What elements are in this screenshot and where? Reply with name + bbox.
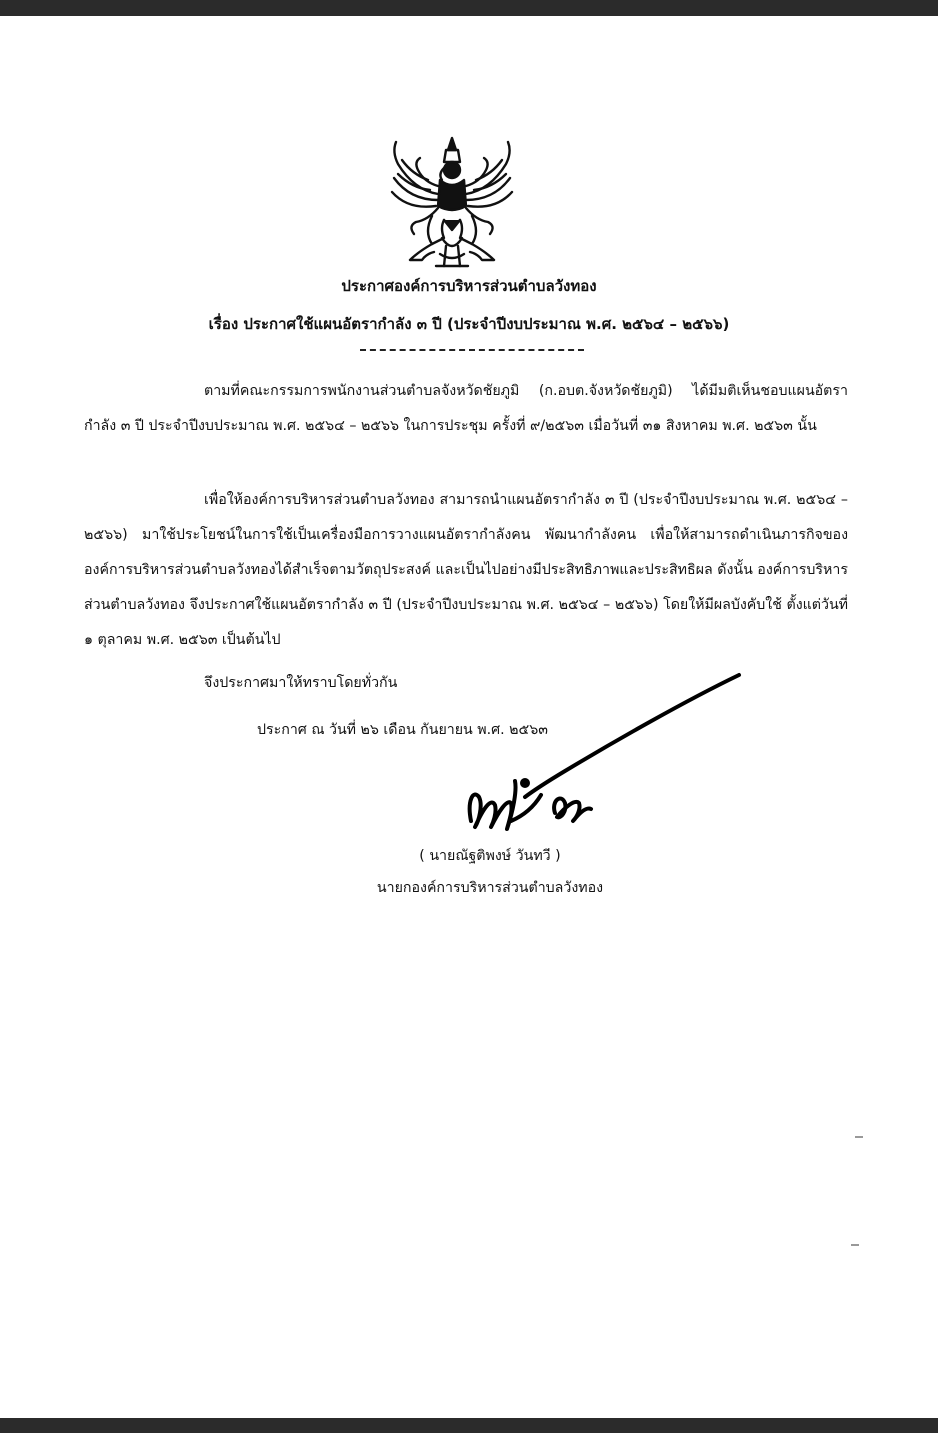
document-page <box>0 16 938 1418</box>
signatory-title: นายกองค์การบริหารส่วนตำบลวังทอง <box>376 880 604 896</box>
handwritten-signature <box>455 671 755 851</box>
body-paragraph-1: ตามที่คณะกรรมการพนักงานส่วนตำบลจังหวัดชัยภูมิ (ก.อบต.จังหวัดชัยภูมิ) ได้มีมติเห็นชอบแผนอัตรากำลัง ๓ ปี ประจำปีงบประมาณ พ.ศ. ๒๕๖๔ – ๒๕๖๖ ในการประชุม ครั้งที่ ๙/๒๕๖๓ เมื่อวันที่ ๓๑ สิงหาคม พ.ศ. ๒๕๖๓ นั้น <box>84 383 848 434</box>
closing-statement: จึงประกาศมาให้ทราบโดยทั่วกัน <box>204 675 398 691</box>
divider-line <box>360 349 584 351</box>
announcement-title: ประกาศองค์การบริหารส่วนตำบลวังทอง <box>341 277 597 295</box>
announcement-date: ประกาศ ณ วันที่ ๒๖ เดือน กันยายน พ.ศ. ๒๕๖๓ <box>257 722 548 738</box>
announcement-subject: เรื่อง ประกาศใช้แผนอัตรากำลัง ๓ ปี (ประจำปีงบประมาณ พ.ศ. ๒๕๖๔ – ๒๕๖๖) <box>208 315 730 333</box>
garuda-emblem-icon <box>388 134 516 272</box>
scan-speck <box>851 1244 859 1246</box>
scan-speck <box>855 1136 863 1138</box>
body-paragraph-2: เพื่อให้องค์การบริหารส่วนตำบลวังทอง สามารถนำแผนอัตรากำลัง ๓ ปี (ประจำปีงบประมาณ พ.ศ. ๒๕๖๔ – ๒๕๖๖) มาใช้ประโยชน์ในการใช้เป็นเครื่องมือการวางแผนอัตรากำลังคน พัฒนากำลังคน เพื่อให้สามารถดำเนินภารกิจขององค์การบริหารส่วนตำบลวังทองได้สำเร็จตามวัตถุประสงค์ และเป็นไปอย่างมีประสิทธิภาพและประสิทธิผล ดังนั้น องค์การบริหารส่วนตำบลวังทอง จึงประกาศใช้แผนอัตรากำลัง ๓ ปี (ประจำปีงบประมาณ พ.ศ. ๒๕๖๔ – ๒๕๖๖) โดยให้มีผลบังคับใช้ ตั้งแต่วันที่ ๑ ตุลาคม พ.ศ. ๒๕๖๓ เป็นต้นไป <box>84 492 848 648</box>
signatory-name: ( นายณัฐติพงษ์ วันทวี ) <box>419 848 561 864</box>
